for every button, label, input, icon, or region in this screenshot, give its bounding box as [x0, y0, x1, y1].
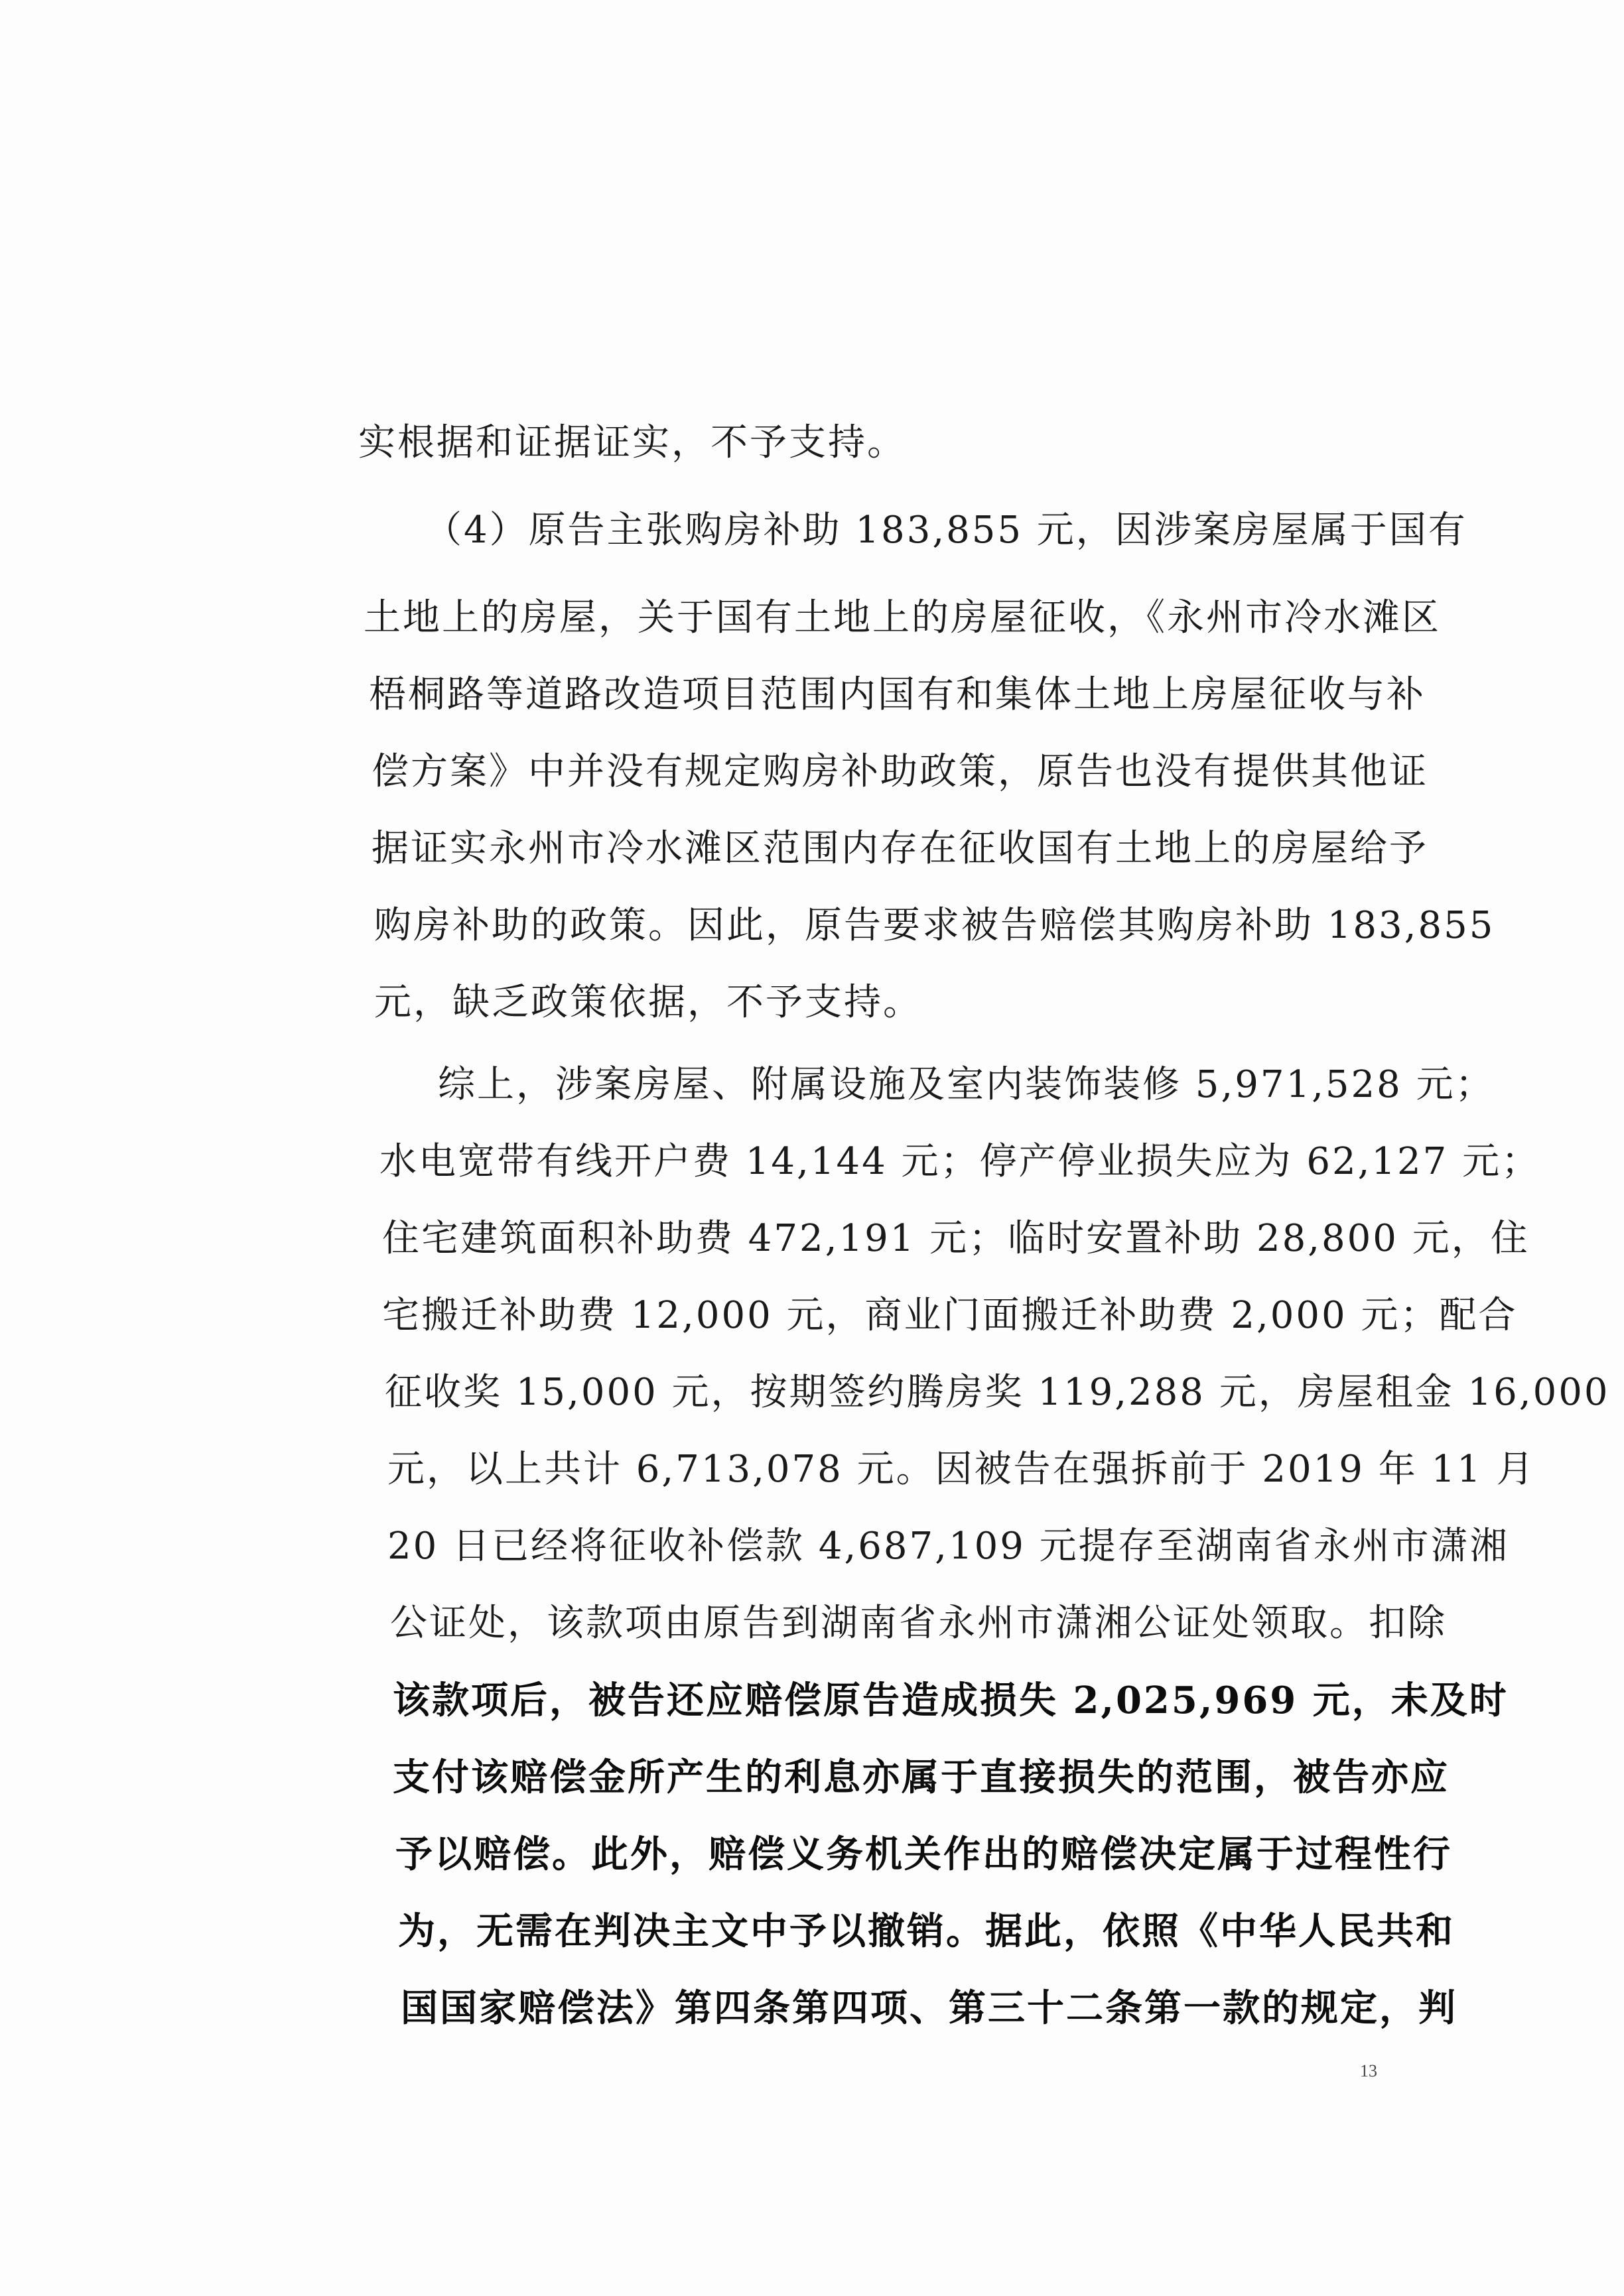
text-line-10: 水电宽带有线开户费 14,144 元；停产停业损失应为 62,127 元； — [379, 1140, 1541, 1183]
text-line-12: 宅搬迁补助费 12,000 元，商业门面搬迁补助费 2,000 元；配合 — [382, 1294, 1518, 1337]
text-line-21: 国国家赔偿法》第四条第四项、第三十二条第一款的规定，判 — [401, 1986, 1457, 2030]
text-line-9: 综上，涉案房屋、附属设施及室内装饰装修 5,971,528 元； — [438, 1063, 1495, 1106]
text-line-3: 土地上的房屋，关于国有土地上的房屋征收，《永州市冷水滩区 — [364, 596, 1441, 639]
text-line-15: 20 日已经将征收补偿款 4,687,109 元提存至湖南省永州市潇湘 — [387, 1525, 1509, 1568]
text-line-2: （4）原告主张购房补助 183,855 元，因涉案房屋属于国有 — [425, 509, 1467, 552]
text-line-6: 据证实永州市冷水滩区范围内存在征收国有土地上的房屋给予 — [372, 827, 1428, 870]
text-line-1: 实根据和证据证实，不予支持。 — [358, 421, 906, 464]
text-line-19: 予以赔偿。此外，赔偿义务机关作出的赔偿决定属于过程性行 — [395, 1832, 1452, 1876]
text-line-20: 为，无需在判决主文中予以撤销。据此，依照《中华人民共和 — [398, 1909, 1455, 1953]
text-line-17: 该款项后，被告还应赔偿原告造成损失 2,025,969 元，未及时 — [393, 1679, 1509, 1722]
text-line-8: 元，缺乏政策依据，不予支持。 — [374, 981, 922, 1024]
text-line-7: 购房补助的政策。因此，原告要求被告赔偿其购房补助 183,855 — [374, 904, 1495, 947]
text-line-4: 梧桐路等道路改造项目范围内国有和集体土地上房屋征收与补 — [369, 673, 1426, 716]
text-line-13: 征收奖 15,000 元，按期签约腾房奖 119,288 元，房屋租金 16,000 — [385, 1371, 1610, 1414]
text-line-18: 支付该赔偿金所产生的利息亦属于直接损失的范围，被告亦应 — [393, 1755, 1450, 1799]
text-line-11: 住宅建筑面积补助费 472,191 元；临时安置补助 28,800 元，住 — [382, 1217, 1530, 1260]
text-line-14: 元，以上共计 6,713,078 元。因被告在强拆前于 2019 年 11 月 — [387, 1448, 1536, 1491]
text-line-16: 公证处，该款项由原告到湖南省永州市潇湘公证处领取。扣除 — [390, 1602, 1447, 1645]
text-line-5: 偿方案》中并没有规定购房补助政策，原告也没有提供其他证 — [372, 750, 1428, 793]
page-number: 13 — [1360, 2061, 1377, 2080]
